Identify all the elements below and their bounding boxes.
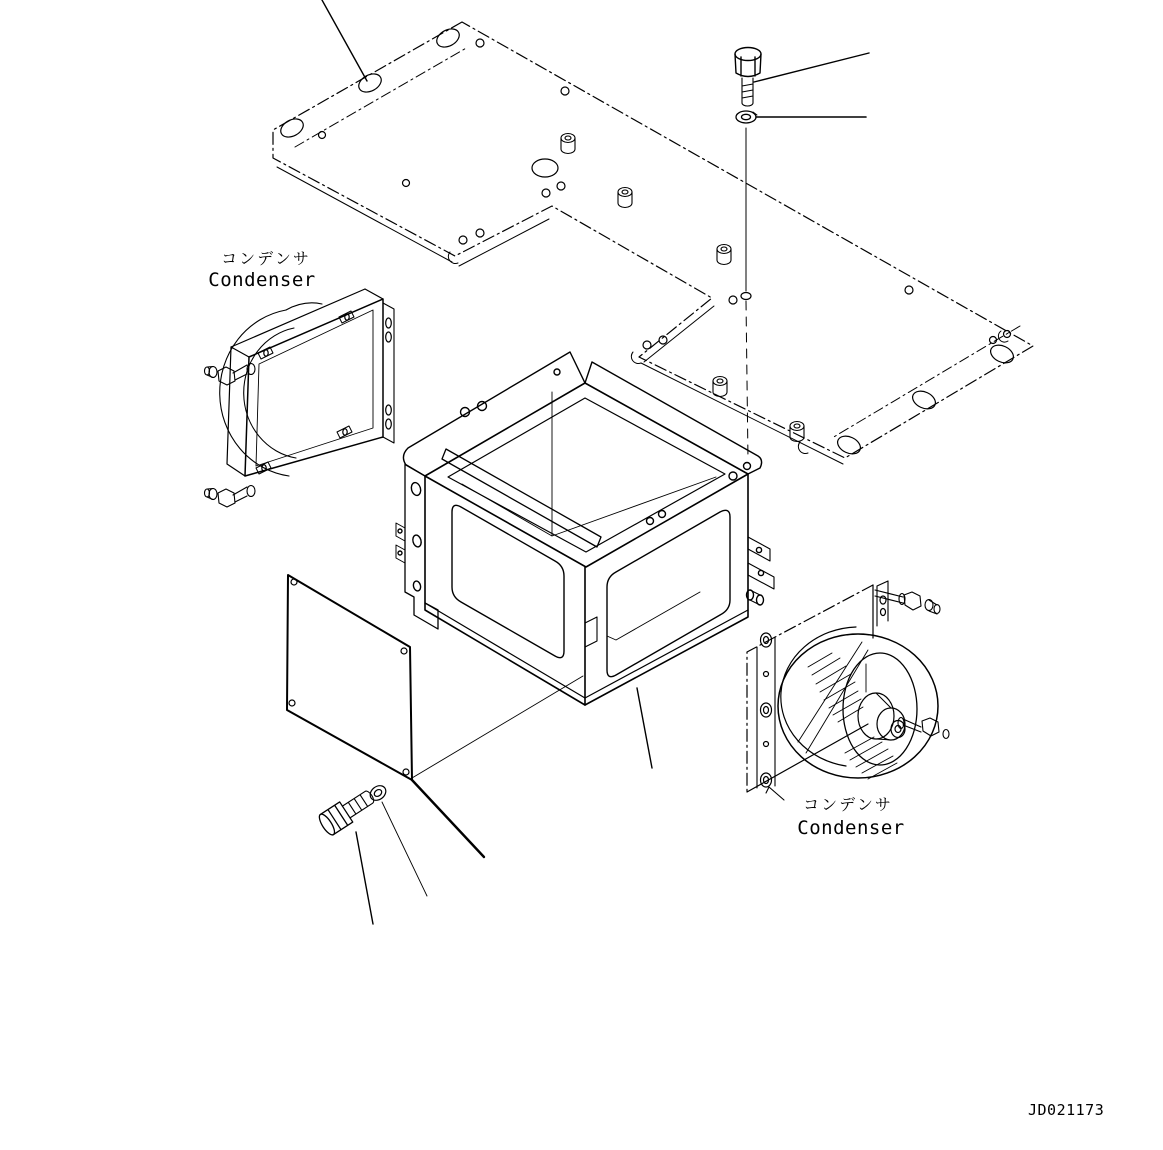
leader-duct-box: [637, 688, 652, 768]
drawing-number: JD021173: [1028, 1101, 1105, 1119]
cover-plate: [287, 575, 412, 780]
leader-floor-panel: [322, 0, 367, 81]
condenser-right: [747, 581, 949, 792]
condenser-left-label-jp: コンデンサ: [221, 249, 311, 268]
leader-washer-lower: [382, 802, 427, 896]
condenser-left: [205, 289, 395, 507]
assembly-center-line: [746, 128, 748, 460]
duct-box-frame: [396, 352, 774, 705]
floor-panel: [273, 22, 1033, 464]
condenser-left-label-en: Condenser: [208, 269, 316, 291]
washer-lower: [367, 783, 388, 804]
strip-bolts: [761, 633, 772, 787]
condenser-right-label-jp: コンデンサ: [803, 795, 893, 814]
lock-washer-upper: [736, 111, 757, 123]
hex-bolt-lower: [317, 785, 379, 837]
pipe-fitting-lower-left: [205, 486, 256, 508]
hex-bolt-upper: [735, 48, 761, 107]
panel-boss: [561, 134, 804, 442]
leader-plate-corner: [412, 780, 484, 857]
leader-bolt-lower: [356, 832, 373, 924]
leader-condenser-right: [766, 787, 784, 800]
blower-fan: [778, 627, 938, 779]
pipe-fitting-side-right: [898, 718, 949, 739]
condenser-right-label-en: Condenser: [797, 817, 905, 839]
condenser-fan-shroud-left: [220, 303, 322, 476]
leader-bolt-upper: [754, 53, 869, 82]
leader-cover-plate: [412, 676, 583, 778]
